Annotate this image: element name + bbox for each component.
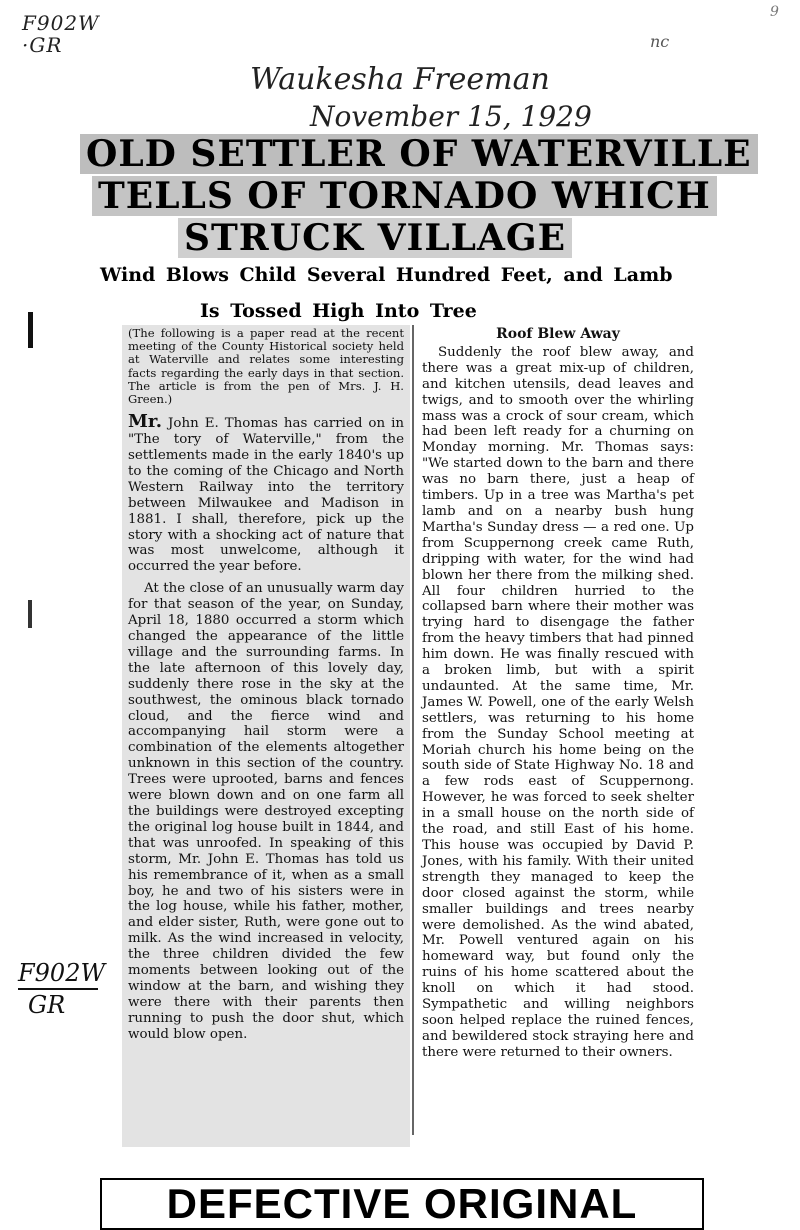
headline-line-3: STRUCK VILLAGE — [178, 218, 572, 258]
margin-ink-mark — [28, 600, 32, 628]
corner-page-number: 9 — [770, 4, 779, 20]
article-paragraph: At the close of an unusually warm day for that season of the year, on Sunday, April 18, 1880 occurred a storm which changed the appearance of the little village and the surrounding farms. In the late afternoon of this lovely day, suddenly there rose in the sky at the southwest, the ominous black tornado cloud, and the fierce wind and accompanying hail storm were a combination of the elements altogether unknown in this section of the country. Trees were uprooted, barns and fences were blown down and on one farm all the buildings were destroyed excepting the original log house built in 1844, and that was unroofed. In speaking of this storm, Mr. John E. Thomas has told us his remembrance of it, when as a small boy, he and two of his sisters were in the log house, while his father, mother, and elder sister, Ruth, were gone out to milk. As the wind increased in velocity, the three children divided the few moments between looking out of the window at the barn, and wishing they were there with their parents then running to push the door shut, which would blow open. — [128, 581, 404, 1042]
headline-line-2: TELLS OF TORNADO WHICH — [92, 176, 717, 216]
section-subhead: Roof Blew Away — [496, 326, 620, 342]
paragraph-text: John E. Thomas has carried on in "The tory of Waterville," from the settlements made in the early 1840's up to the coming of the Chicago and North Western Railway into the territory between Milwaukee and Madison in 1881. I shall, therefore, pick up the story with a shocking act of nature that was most unwelcome, although it occurred the year before. — [128, 416, 404, 575]
subheadline-line-2: Is Tossed High Into Tree — [200, 300, 477, 322]
defective-original-stamp: DEFECTIVE ORIGINAL — [100, 1178, 704, 1230]
publication-name: Waukesha Freeman — [250, 62, 550, 97]
drop-cap: Mr. — [128, 411, 163, 433]
publication-date: November 15, 1929 — [310, 100, 592, 133]
corner-archive-code: F902W ·GR — [22, 11, 100, 57]
margin-ink-mark — [28, 312, 33, 348]
side-archive-code — [18, 958, 105, 1020]
article-paragraph: Suddenly the roof blew away, and there was a great mix-up of children, and kitchen utensils, dead leaves and twigs, and to smooth over the whirling mass was a crock of sour cream, which had been left ready for a churning on Monday morning. Mr. Thomas says: "We started down to the barn and there was no barn there, just a heap of timbers. Up in a tree was Martha's pet lamb and on a nearby bush hung Martha's Sunday dress — a red one. Up from Scuppernong creek came Ruth, dripping with water, for the wind had blown her there from the milking shed. All four children hurried to the collapsed barn where their mother was trying hard to disengage the father from the heavy timbers that had pinned him down. He was finally rescued with a broken limb, but with a spirit undaunted. At the same time, Mr. James W. Powell, one of the early Welsh settlers, was returning to his home from the Sunday School meeting at Moriah church his home being on the south side of State Highway No. 18 and a few rods east of Scuppernong. However, he was forced to seek shelter in a small house on the north side of the road, and still East of his home. This house was occupied by David P. Jones, with his family. With their united strength they managed to keep the door closed against the storm, while smaller buildings and trees nearby were demolished. As the wind abated, Mr. Powell ventured again on his homeward way, but found only the ruins of his home scattered about the knoll on which it had stood. Sympathetic and willing neighbors soon helped replace the ruined fences, and bewildered stock straying here and there were returned to their owners. — [422, 344, 694, 1060]
article-column-right — [412, 325, 698, 1135]
article-column-left — [122, 325, 410, 1147]
side-code-bottom: GR — [18, 988, 98, 1020]
subheadline-line-1: Wind Blows Child Several Hundred Feet, and Lamb — [100, 264, 673, 286]
article-paragraph — [128, 411, 404, 575]
corner-handwritten-mark: nc — [650, 32, 670, 51]
side-code-top: F902W — [18, 959, 106, 987]
editor-note: (The following is a paper read at the recent meeting of the County Historical society held at Waterville and relates some interesting facts regarding the early days in that section. The article is from the pen of Mrs. J. H. Green.) — [128, 326, 404, 407]
headline-line-1: OLD SETTLER OF WATERVILLE — [80, 134, 758, 174]
